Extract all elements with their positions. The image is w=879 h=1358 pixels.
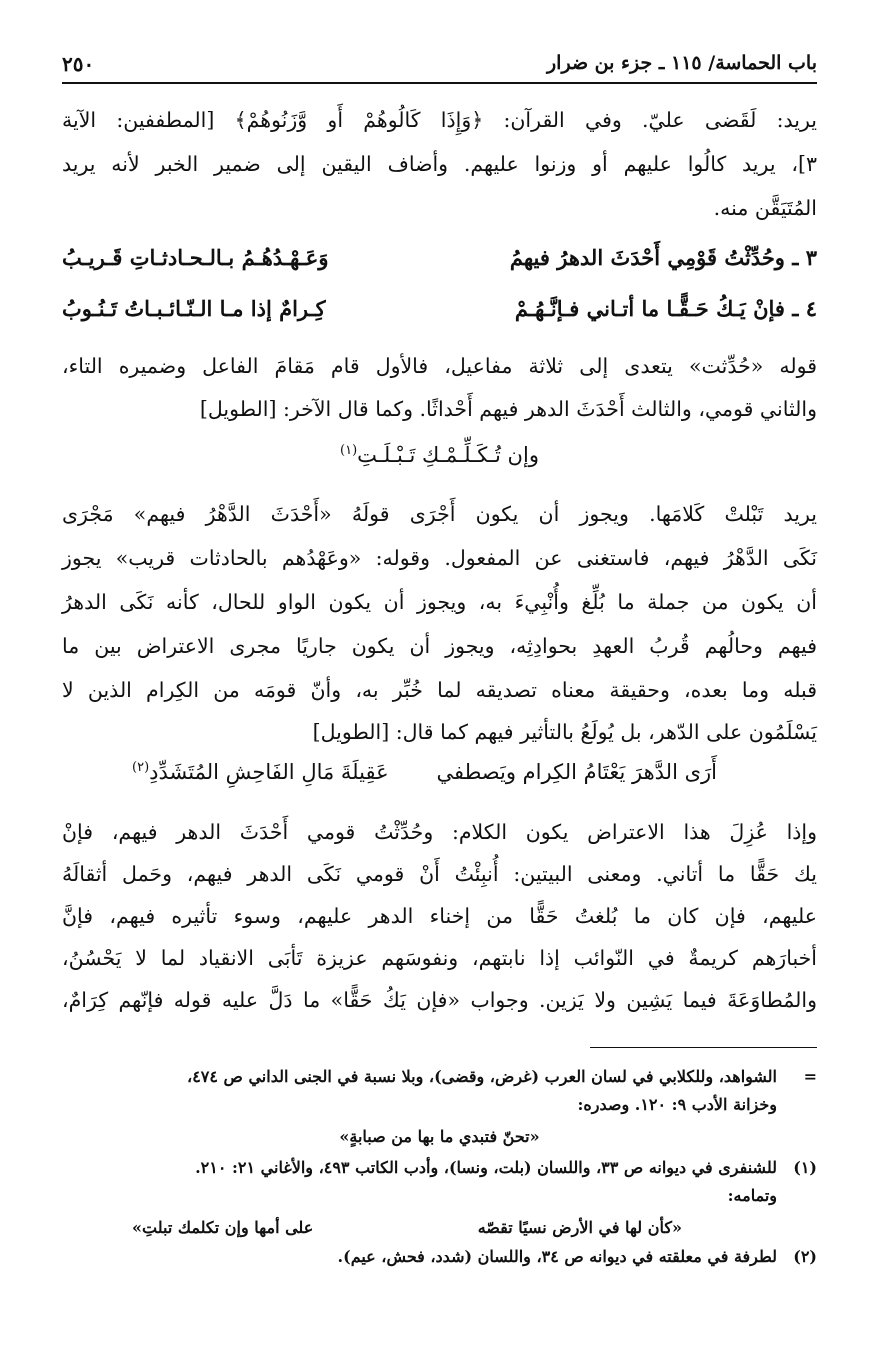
footnote-number: (٢) [793, 1247, 817, 1266]
paragraph-line: قوله «حُدِّثت» يتعدى إلى ثلاثة مفاعيل، فالأول قام مَقامَ الفاعل وضميره التاء، [62, 354, 817, 378]
verse-first-hemistich: «كأن لها في الأرض نسيًا تقصّه [477, 1218, 682, 1237]
paragraph-line: أخبارَهم كريمةٌ في النّوائب إذا نابتهم، ونفوسَهم عزيزة تَأبَى الانقياد لما لا يَحْسُنُ، [62, 946, 817, 970]
footnote-separator [590, 1047, 817, 1048]
paragraph-line: يَسْلَمُون على الدّهر، بل يُولَعُ بالتأثير فيهم كما قال: [الطويل] [312, 720, 817, 744]
verse-second-hemistich: عَقِيلَةَ مَالِ الفَاحِشِ المُتَشَدِّدِ$^{(٢)}$ [132, 760, 389, 784]
paragraph-line: المُتَيَقَّن منه. [713, 196, 817, 220]
footnote-line: لطرفة في معلقته في ديوانه ص ٣٤، واللسان (شدد، فحش، عيم). [337, 1247, 777, 1266]
verse-first-hemistich: أَرَى الدَّهرَ يَعْتَامُ الكِرام ويَصطفي [436, 760, 717, 784]
footnote-number: (١) [793, 1158, 817, 1177]
paragraph-line: يريد: لَقَضى عليّ. وفي القرآن: ﴿وَإِذَا كَالُوهُمْ أَو وَّزَنُوهُمْ﴾ [المطففين: الآية [62, 108, 817, 132]
verse-3 [62, 245, 817, 279]
footnote-line: للشنفرى في ديوانه ص ٣٣، واللسان (بلت، ونسا)، وأدب الكاتب ٤٩٣، والأغاني ٢١: ٢١٠. [195, 1158, 777, 1177]
quoted-verse [62, 760, 817, 790]
paragraph-line: والمُطاوَعَةَ فيما يَشِين ولا يَزين. وجواب «فإن يَكُ حَقًّا» ما دَلَّ عليه قوله فإنّهم كِرَامٌ، [62, 988, 817, 1012]
paragraph-line: أن يكون من جملة ما بُلِّغ وأُنْبِيءَ به، ويجوز أن يكون الواو للحال، كأنه نَكَى الدهرُ [62, 590, 817, 614]
paragraph-line: ٣]، يريد كالُوا عليهم أو وزنوا عليهم. وأضاف اليقين إلى ضمير الخبر لأنه يريد [62, 152, 817, 176]
quote-text: وإن تُـكَـلِّـمْـكِ تَـبْـلَـتِ [357, 443, 539, 467]
footnote-line: وخزانة الأدب ٩: ١٢٠. وصدره: [577, 1095, 777, 1114]
quoted-hemistich [62, 443, 817, 467]
paragraph-line: قبله وما بعده، وحقيقة معناه تصديقه لما خُبِّر به، وأنّ قومَه من الكِرام الذين لا [62, 678, 817, 702]
page-header [62, 48, 817, 84]
paragraph-line: وإذا عُزِلَ هذا الاعتراض يكون الكلام: وحُدِّثْتُ قومي أَحْدَثَ الدهر فيهم، فإنْ [62, 820, 817, 844]
paragraph-line: والثاني قومي، والثالث أَحْدَثَ الدهر فيهم أَحْداثًا. وكما قال الآخر: [الطويل] [199, 397, 817, 421]
verse-second-hemistich: على أمها وإن تكلمك تبلتِ» [132, 1218, 314, 1237]
footnote-line: الشواهد، وللكلابي في لسان العرب (غرض، وقضى)، وبلا نسبة في الجنى الداني ص ٤٧٤، [187, 1067, 777, 1086]
paragraph-line: يريد تَبْلتْ كَلامَها. ويجوز أن يكون أَجْرَى قولَهُ «أَحْدَثَ الدَّهْرُ فيهم» مَجْرَى [62, 502, 817, 526]
verse-second-hemistich: وَعَـهْـدُهُـمُ بـالـحـادثـاتِ قَـريـبُ [62, 245, 329, 270]
footnote-ref: (٢) [132, 760, 150, 775]
continuation-mark: = [803, 1067, 817, 1086]
running-title: باب الحماسة/ ١١٥ ـ جزء بن ضرار [547, 52, 817, 74]
paragraph-line: فيهم وحالُهم قُربُ العهدِ بحوادِثِه، ويجوز أن يكون جاريًا مجرى الاعتراض بين ما [62, 634, 817, 658]
verse-first-hemistich: ٣ ـ وحُدِّثْتُ قَوْمِي أَحْدَثَ الدهرُ فيهمُ [509, 245, 817, 270]
paragraph-line: نَكَى الدَّهْرُ فيهم، فاستغنى عن المفعول. وقوله: «وعَهْدُهم بالحادثات قريب» يجوز [62, 546, 817, 570]
paragraph-line: يك حَقًّا ما أتاني. ومعنى البيتين: أُنبِئْتُ أَنْ قومي نَكَى الدهر فيهم، وحَمل أثقالَهُ [62, 862, 817, 886]
verse-first-hemistich: ٤ ـ فإنْ يَـكُ حَـقًّـا ما أتـاني فـإنَّـهُـمْ [514, 296, 817, 321]
paragraph-line: عليهم، فإن كان ما بُلغتُ حَقًّا من إخناء الدهر عليهم، وسوء تأثيره فيهم، فإنَّ [62, 904, 817, 928]
footnote-ref: (١) [340, 443, 358, 458]
verse-4 [62, 296, 817, 330]
footnote-line: وتمامه: [727, 1186, 777, 1205]
page-number: ٢٥٠ [62, 52, 95, 76]
footnote-quote: «تحنّ فتبدي ما بها من صبابةٍ» [339, 1127, 540, 1146]
verse-second-hemistich: كِـرامٌ إذا مـا الـنّـائـبـاتُ تَـنُـوبُ [62, 296, 326, 321]
